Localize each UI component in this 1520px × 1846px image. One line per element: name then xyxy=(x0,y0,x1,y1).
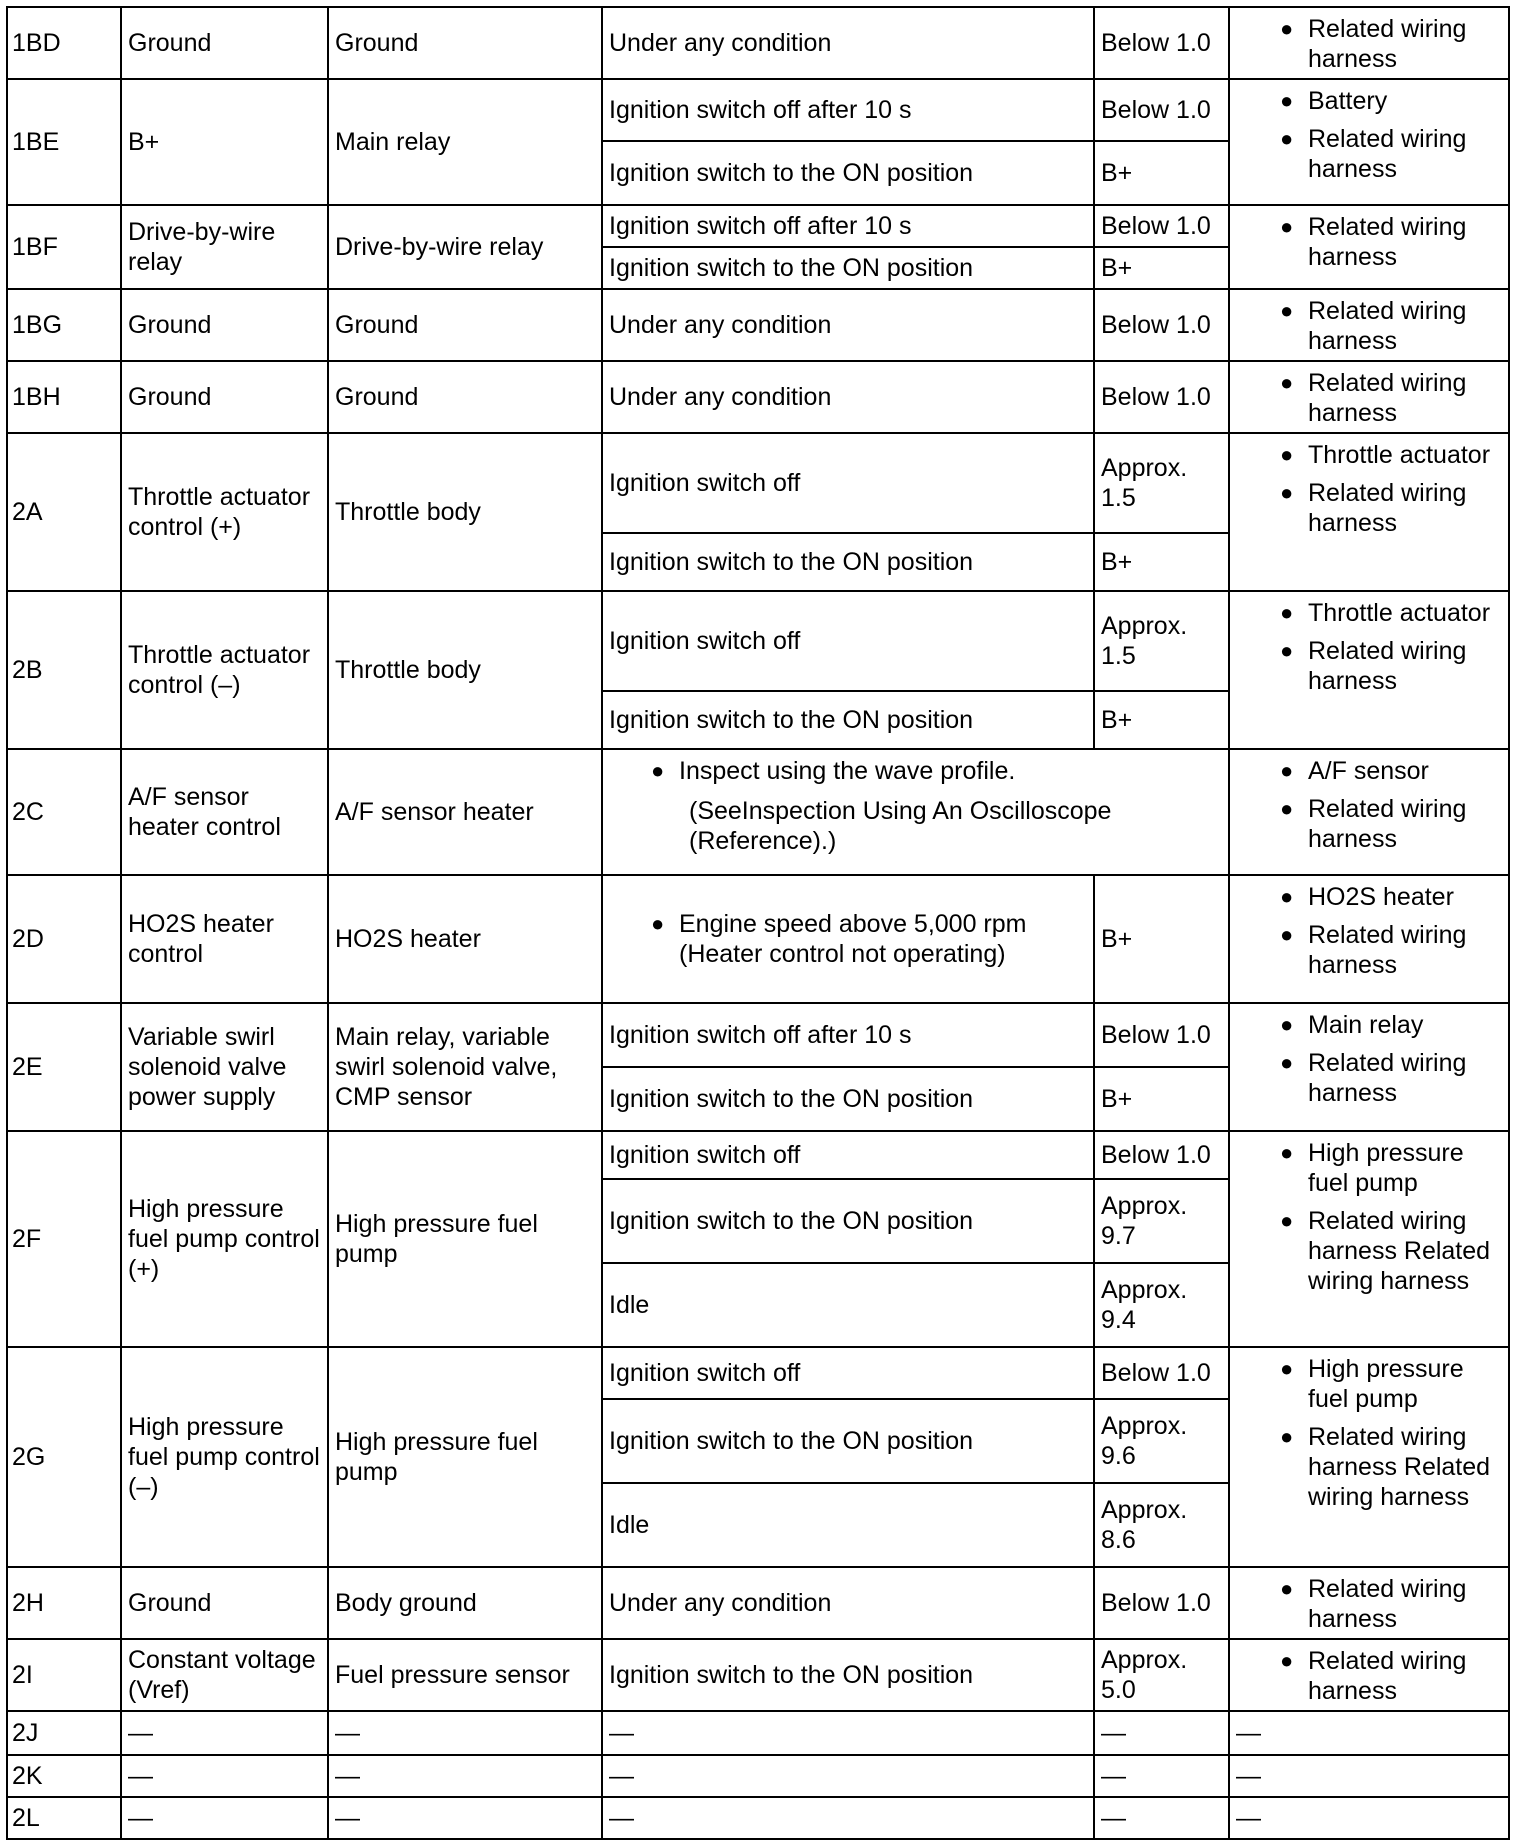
connected-to-cell: — xyxy=(328,1755,602,1797)
condition-cell: Ignition switch to the ON position xyxy=(602,247,1094,289)
bullet-list xyxy=(1238,368,1500,428)
value-cell: — xyxy=(1094,1711,1229,1755)
bullet-dot-icon: ● xyxy=(651,911,665,936)
table-row xyxy=(7,875,1509,1003)
signal-name-cell: — xyxy=(121,1797,328,1839)
bullet-text: Throttle actuator xyxy=(1308,599,1491,627)
signal-name-cell: Throttle actuator control (–) xyxy=(121,591,328,749)
condition-cell: Ignition switch to the ON position xyxy=(602,691,1094,749)
bullet-item xyxy=(1238,478,1500,538)
bullet-item xyxy=(1238,1206,1500,1296)
table-row xyxy=(7,749,1509,875)
table-row xyxy=(7,1639,1509,1711)
table-row xyxy=(7,1711,1509,1755)
connected-to-cell: HO2S heater xyxy=(328,875,602,1003)
document-page xyxy=(6,6,1510,1840)
bullet-item xyxy=(1238,756,1500,786)
value-cell: Below 1.0 xyxy=(1094,79,1229,141)
bullet-text: HO2S heater xyxy=(1308,883,1454,911)
terminal-cell: 2K xyxy=(7,1755,121,1797)
value-cell: — xyxy=(1094,1797,1229,1839)
bullet-item xyxy=(1238,1422,1500,1512)
bullet-text: Related wiring harness xyxy=(1308,213,1467,271)
terminal-cell: 2G xyxy=(7,1347,121,1567)
bullet-text: A/F sensor xyxy=(1308,757,1429,785)
condition-cell: Ignition switch off xyxy=(602,433,1094,533)
bullet-text: Main relay xyxy=(1308,1011,1424,1039)
terminal-cell: 2D xyxy=(7,875,121,1003)
bullet-dot-icon: ● xyxy=(1280,16,1294,41)
terminal-cell: 1BE xyxy=(7,79,121,205)
possible-cause-cell xyxy=(1229,1567,1509,1639)
condition-cell xyxy=(602,875,1094,1003)
value-cell: Approx. 9.6 xyxy=(1094,1399,1229,1483)
bullet-text: Engine speed above 5,000 rpm (Heater control not operating) xyxy=(679,910,1027,968)
terminal-cell: 1BH xyxy=(7,361,121,433)
bullet-text: Related wiring harness xyxy=(1308,637,1467,695)
connected-to-cell: — xyxy=(328,1797,602,1839)
signal-name-cell: High pressure fuel pump control (–) xyxy=(121,1347,328,1567)
signal-name-cell: — xyxy=(121,1755,328,1797)
possible-cause-cell xyxy=(1229,1131,1509,1347)
bullet-list xyxy=(1238,1574,1500,1634)
signal-name-cell: Throttle actuator control (+) xyxy=(121,433,328,591)
condition-cell: Ignition switch to the ON position xyxy=(602,1639,1094,1711)
bullet-item xyxy=(1238,1646,1500,1706)
table-row xyxy=(7,79,1509,141)
bullet-item xyxy=(1238,212,1500,272)
bullet-dot-icon: ● xyxy=(1280,1208,1294,1233)
bullet-text: High pressure fuel pump xyxy=(1308,1139,1464,1197)
bullet-text: Related wiring harness xyxy=(1308,479,1467,537)
terminal-cell: 2F xyxy=(7,1131,121,1347)
reference-note: (SeeInspection Using An Oscilloscope (Reference).) xyxy=(689,797,1112,855)
bullet-list xyxy=(609,909,1087,969)
bullet-text: Battery xyxy=(1308,87,1388,115)
bullet-text: Related wiring harness xyxy=(1308,15,1467,73)
table-row xyxy=(7,1347,1509,1399)
condition-cell: — xyxy=(602,1711,1094,1755)
bullet-dot-icon: ● xyxy=(1280,480,1294,505)
bullet-item xyxy=(1238,368,1500,428)
value-cell: B+ xyxy=(1094,533,1229,591)
bullet-text: Related wiring harness xyxy=(1308,1575,1467,1633)
value-cell: — xyxy=(1094,1755,1229,1797)
connected-to-cell: Drive-by-wire relay xyxy=(328,205,602,289)
table-row xyxy=(7,433,1509,533)
table-row xyxy=(7,1003,1509,1067)
signal-name-cell: Ground xyxy=(121,361,328,433)
condition-cell: Idle xyxy=(602,1263,1094,1347)
bullet-item xyxy=(1238,1010,1500,1040)
table-row xyxy=(7,1567,1509,1639)
signal-name-cell: Constant voltage (Vref) xyxy=(121,1639,328,1711)
terminal-cell: 2B xyxy=(7,591,121,749)
value-cell: Below 1.0 xyxy=(1094,289,1229,361)
bullet-list xyxy=(1238,598,1500,696)
bullet-dot-icon: ● xyxy=(1280,88,1294,113)
condition-cell: Ignition switch off after 10 s xyxy=(602,79,1094,141)
bullet-item xyxy=(1238,882,1500,912)
bullet-text: Related wiring harness xyxy=(1308,1647,1467,1705)
bullet-dot-icon: ● xyxy=(1280,1424,1294,1449)
bullet-text: Related wiring harness xyxy=(1308,795,1467,853)
bullet-dot-icon: ● xyxy=(1280,1012,1294,1037)
possible-cause-cell xyxy=(1229,875,1509,1003)
table-row xyxy=(7,289,1509,361)
bullet-item xyxy=(1238,440,1500,470)
terminal-cell: 2H xyxy=(7,1567,121,1639)
table-row xyxy=(7,7,1509,79)
signal-name-cell: Variable swirl solenoid valve power supply xyxy=(121,1003,328,1131)
bullet-item xyxy=(1238,920,1500,980)
bullet-list xyxy=(1238,1354,1500,1512)
bullet-list xyxy=(1238,440,1500,538)
possible-cause-cell xyxy=(1229,361,1509,433)
terminal-cell: 2A xyxy=(7,433,121,591)
condition-cell: Ignition switch to the ON position xyxy=(602,141,1094,205)
possible-cause-cell xyxy=(1229,749,1509,875)
possible-cause-cell xyxy=(1229,1003,1509,1131)
signal-name-cell: HO2S heater control xyxy=(121,875,328,1003)
bullet-list xyxy=(609,756,1222,786)
bullet-list xyxy=(1238,882,1500,980)
condition-cell: Ignition switch to the ON position xyxy=(602,533,1094,591)
condition-cell: Idle xyxy=(602,1483,1094,1567)
bullet-dot-icon: ● xyxy=(1280,884,1294,909)
condition-cell: Ignition switch to the ON position xyxy=(602,1399,1094,1483)
bullet-text: Related wiring harness xyxy=(1308,297,1467,355)
possible-cause-cell: — xyxy=(1229,1755,1509,1797)
value-cell: Approx. 1.5 xyxy=(1094,591,1229,691)
connected-to-cell: Body ground xyxy=(328,1567,602,1639)
bullet-list xyxy=(1238,86,1500,184)
connected-to-cell: High pressure fuel pump xyxy=(328,1131,602,1347)
bullet-dot-icon: ● xyxy=(1280,1576,1294,1601)
connected-to-cell: Main relay, variable swirl solenoid valve, CMP sensor xyxy=(328,1003,602,1131)
bullet-item xyxy=(1238,598,1500,628)
bullet-item xyxy=(1238,794,1500,854)
possible-cause-cell xyxy=(1229,1347,1509,1567)
possible-cause-cell xyxy=(1229,433,1509,591)
bullet-dot-icon: ● xyxy=(1280,758,1294,783)
bullet-list xyxy=(1238,212,1500,272)
bullet-item xyxy=(1238,636,1500,696)
table-row xyxy=(7,1131,1509,1179)
signal-name-cell: A/F sensor heater control xyxy=(121,749,328,875)
bullet-list xyxy=(1238,756,1500,854)
possible-cause-cell xyxy=(1229,1639,1509,1711)
condition-cell: Under any condition xyxy=(602,361,1094,433)
bullet-dot-icon: ● xyxy=(651,758,665,783)
bullet-list xyxy=(1238,1010,1500,1108)
bullet-dot-icon: ● xyxy=(1280,1050,1294,1075)
possible-cause-cell: — xyxy=(1229,1797,1509,1839)
bullet-item xyxy=(1238,1138,1500,1198)
possible-cause-cell xyxy=(1229,205,1509,289)
value-cell: Below 1.0 xyxy=(1094,1347,1229,1399)
connected-to-cell: Throttle body xyxy=(328,433,602,591)
possible-cause-cell xyxy=(1229,79,1509,205)
terminal-cell: 2C xyxy=(7,749,121,875)
terminal-cell: 1BD xyxy=(7,7,121,79)
bullet-text: Related wiring harness Related wiring harness xyxy=(1308,1207,1491,1295)
bullet-list xyxy=(1238,296,1500,356)
bullet-text: Related wiring harness xyxy=(1308,1049,1467,1107)
bullet-dot-icon: ● xyxy=(1280,922,1294,947)
value-cell: B+ xyxy=(1094,247,1229,289)
bullet-list xyxy=(1238,1646,1500,1706)
bullet-text: Related wiring harness xyxy=(1308,369,1467,427)
bullet-dot-icon: ● xyxy=(1280,442,1294,467)
value-cell: Approx. 8.6 xyxy=(1094,1483,1229,1567)
terminal-table xyxy=(6,6,1510,1840)
signal-name-cell: High pressure fuel pump control (+) xyxy=(121,1131,328,1347)
table-row xyxy=(7,361,1509,433)
bullet-item xyxy=(609,756,1222,786)
bullet-dot-icon: ● xyxy=(1280,638,1294,663)
condition-cell: Ignition switch off after 10 s xyxy=(602,1003,1094,1067)
connected-to-cell: — xyxy=(328,1711,602,1755)
value-cell: Below 1.0 xyxy=(1094,361,1229,433)
value-cell: Below 1.0 xyxy=(1094,1131,1229,1179)
condition-cell: Under any condition xyxy=(602,289,1094,361)
connected-to-cell: Ground xyxy=(328,7,602,79)
value-cell: B+ xyxy=(1094,141,1229,205)
terminal-cell: 2L xyxy=(7,1797,121,1839)
terminal-cell: 1BG xyxy=(7,289,121,361)
value-cell: Approx. 5.0 xyxy=(1094,1639,1229,1711)
condition-cell xyxy=(602,749,1229,875)
bullet-dot-icon: ● xyxy=(1280,600,1294,625)
connected-to-cell: Ground xyxy=(328,361,602,433)
bullet-item xyxy=(1238,1354,1500,1414)
bullet-item xyxy=(1238,296,1500,356)
possible-cause-cell: — xyxy=(1229,1711,1509,1755)
bullet-dot-icon: ● xyxy=(1280,298,1294,323)
possible-cause-cell xyxy=(1229,591,1509,749)
bullet-dot-icon: ● xyxy=(1280,796,1294,821)
terminal-cell: 2I xyxy=(7,1639,121,1711)
table-row xyxy=(7,1755,1509,1797)
value-cell: Below 1.0 xyxy=(1094,7,1229,79)
signal-name-cell: Ground xyxy=(121,7,328,79)
connected-to-cell: Throttle body xyxy=(328,591,602,749)
condition-cell: Ignition switch to the ON position xyxy=(602,1179,1094,1263)
signal-name-cell: Ground xyxy=(121,289,328,361)
bullet-dot-icon: ● xyxy=(1280,370,1294,395)
bullet-list xyxy=(1238,1138,1500,1296)
table-row xyxy=(7,591,1509,691)
table-row xyxy=(7,205,1509,247)
value-cell: B+ xyxy=(1094,691,1229,749)
connected-to-cell: Fuel pressure sensor xyxy=(328,1639,602,1711)
bullet-list xyxy=(1238,14,1500,74)
bullet-item xyxy=(1238,1574,1500,1634)
condition-cell: Under any condition xyxy=(602,7,1094,79)
condition-cell: — xyxy=(602,1797,1094,1839)
signal-name-cell: Ground xyxy=(121,1567,328,1639)
possible-cause-cell xyxy=(1229,289,1509,361)
bullet-text: High pressure fuel pump xyxy=(1308,1355,1464,1413)
terminal-cell: 2J xyxy=(7,1711,121,1755)
possible-cause-cell xyxy=(1229,7,1509,79)
bullet-text: Throttle actuator xyxy=(1308,441,1491,469)
connected-to-cell: Main relay xyxy=(328,79,602,205)
value-cell: B+ xyxy=(1094,875,1229,1003)
value-cell: Approx. 9.4 xyxy=(1094,1263,1229,1347)
bullet-text: Related wiring harness Related wiring harness xyxy=(1308,1423,1491,1511)
condition-cell: — xyxy=(602,1755,1094,1797)
connected-to-cell: High pressure fuel pump xyxy=(328,1347,602,1567)
condition-cell: Ignition switch off xyxy=(602,1347,1094,1399)
value-cell: Below 1.0 xyxy=(1094,1567,1229,1639)
bullet-text: Inspect using the wave profile. xyxy=(679,757,1016,785)
bullet-item xyxy=(1238,14,1500,74)
bullet-dot-icon: ● xyxy=(1280,1648,1294,1673)
bullet-item xyxy=(1238,86,1500,116)
terminal-cell: 1BF xyxy=(7,205,121,289)
signal-name-cell: Drive-by-wire relay xyxy=(121,205,328,289)
connected-to-cell: Ground xyxy=(328,289,602,361)
bullet-dot-icon: ● xyxy=(1280,214,1294,239)
connected-to-cell: A/F sensor heater xyxy=(328,749,602,875)
bullet-item xyxy=(1238,1048,1500,1108)
bullet-text: Related wiring harness xyxy=(1308,125,1467,183)
value-cell: B+ xyxy=(1094,1067,1229,1131)
condition-cell: Under any condition xyxy=(602,1567,1094,1639)
signal-name-cell: — xyxy=(121,1711,328,1755)
bullet-dot-icon: ● xyxy=(1280,1356,1294,1381)
value-cell: Approx. 9.7 xyxy=(1094,1179,1229,1263)
bullet-dot-icon: ● xyxy=(1280,126,1294,151)
bullet-dot-icon: ● xyxy=(1280,1140,1294,1165)
bullet-text: Related wiring harness xyxy=(1308,921,1467,979)
value-cell: Below 1.0 xyxy=(1094,1003,1229,1067)
condition-cell: Ignition switch off xyxy=(602,1131,1094,1179)
table-row xyxy=(7,1797,1509,1839)
value-cell: Approx. 1.5 xyxy=(1094,433,1229,533)
condition-cell: Ignition switch off xyxy=(602,591,1094,691)
condition-cell: Ignition switch to the ON position xyxy=(602,1067,1094,1131)
terminal-cell: 2E xyxy=(7,1003,121,1131)
condition-cell: Ignition switch off after 10 s xyxy=(602,205,1094,247)
terminal-table-body xyxy=(7,7,1509,1839)
bullet-item xyxy=(1238,124,1500,184)
bullet-item xyxy=(609,909,1087,969)
value-cell: Below 1.0 xyxy=(1094,205,1229,247)
signal-name-cell: B+ xyxy=(121,79,328,205)
